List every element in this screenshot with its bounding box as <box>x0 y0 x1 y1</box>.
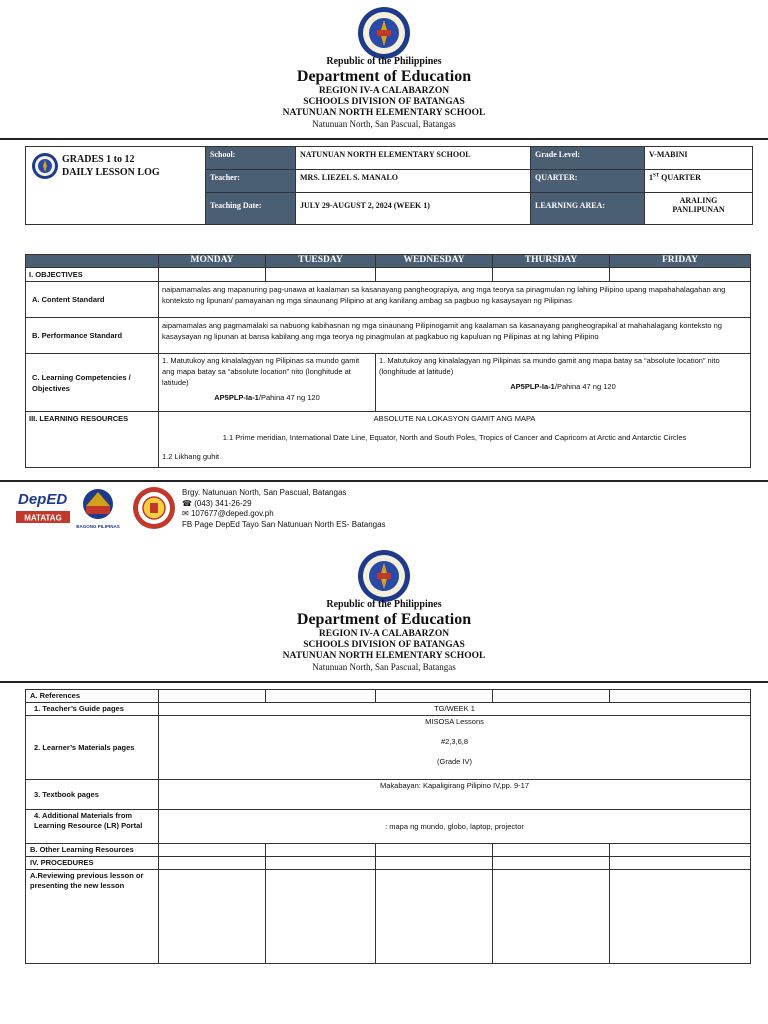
empty-cell <box>159 690 266 703</box>
empty-cell <box>266 844 376 857</box>
empty-cell <box>376 690 493 703</box>
empty-cell <box>266 690 376 703</box>
empty-cell <box>266 870 376 964</box>
empty-cell <box>610 268 751 282</box>
day-thursday: THURSDAY <box>493 255 610 268</box>
lm-value3: (Grade IV) <box>436 757 472 766</box>
empty-cell <box>493 690 610 703</box>
deped-seal-icon <box>357 6 411 60</box>
empty-cell <box>493 857 610 870</box>
svg-text:DepED: DepED <box>18 491 68 508</box>
footer-address: Brgy. Natunuan North, San Pascual, Batangas <box>182 488 347 497</box>
additional-materials-label: 4. Additional Materials from Learning Resource (LR) Portal <box>26 810 159 844</box>
school-text-2: NATUNUAN NORTH ELEMENTARY SCHOOL <box>282 651 486 661</box>
empty-cell <box>376 268 493 282</box>
competency-text-a: 1. Matutukoy ang kinalalagyan ng Pilipinas sa mundo gamit ang mapa batay sa “absolute location” nito (longhitude at latitude) <box>162 356 360 387</box>
republic-text-2: Republic of the Philippines <box>326 599 442 610</box>
footer-divider <box>0 480 768 482</box>
blank-header-cell <box>26 255 159 268</box>
deped-seal-small-icon <box>31 152 59 180</box>
textbook-label: 3. Textbook pages <box>26 780 159 810</box>
competency-page-a: /Pahina 47 ng 120 <box>258 393 320 402</box>
grade-value: V-MABINI <box>645 147 753 170</box>
empty-cell <box>376 857 493 870</box>
empty-cell <box>493 870 610 964</box>
footer-logos <box>14 484 176 532</box>
school-text: NATUNUAN NORTH ELEMENTARY SCHOOL <box>282 108 486 118</box>
log-title-line2: DAILY LESSON LOG <box>62 167 160 178</box>
objectives-heading: I. OBJECTIVES <box>26 268 159 282</box>
resources-line2: 1.2 Likhang guhit <box>162 452 220 461</box>
date-label: Teaching Date: <box>206 193 296 225</box>
learners-materials-label: 2. Learner’s Materials pages <box>26 716 159 780</box>
competency-code-b: AP5PLP-Ia-1 <box>510 382 555 391</box>
footer-phone: (043) 341-26-29 <box>194 498 252 508</box>
empty-cell <box>610 844 751 857</box>
empty-cell <box>159 857 266 870</box>
empty-cell <box>159 844 266 857</box>
date-value: JULY 29-AUGUST 2, 2024 (WEEK 1) <box>296 193 531 225</box>
empty-cell <box>610 870 751 964</box>
address-text: Natunuan North, San Pascual, Batangas <box>312 119 456 129</box>
quarter-label: QUARTER: <box>531 170 645 193</box>
grade-label: Grade Level: <box>531 147 645 170</box>
additional-materials-value: : mapa ng mundo, globo, laptop, projector <box>159 810 751 844</box>
lm-value2: #2,3,6,8 <box>440 737 469 746</box>
empty-cell <box>159 268 266 282</box>
empty-cell <box>159 870 266 964</box>
footer-fb[interactable]: FB Page DepEd Tayo San Natunuan North ES- Batangas <box>182 519 386 529</box>
area-label: LEARNING AREA: <box>531 193 645 225</box>
objectives-table <box>25 254 751 468</box>
empty-cell <box>493 268 610 282</box>
lm-value1: MISOSA Lessons <box>425 717 484 726</box>
performance-standard-label: B. Performance Standard <box>26 318 159 354</box>
email-icon: ✉ <box>182 509 191 518</box>
empty-cell <box>610 690 751 703</box>
teacher-value: MRS. LIEZEL S. MANALO <box>296 170 531 193</box>
learning-resources-cell <box>159 412 751 468</box>
lesson-info-table <box>25 146 753 225</box>
quarter-word: QUARTER <box>661 173 701 182</box>
header-divider-2 <box>0 681 768 683</box>
letterhead <box>0 56 768 130</box>
school-seal-icon <box>133 487 175 529</box>
empty-cell <box>493 844 610 857</box>
references-label: A. References <box>26 690 159 703</box>
republic-text: Republic of the Philippines <box>326 56 442 67</box>
region-text-2: REGION IV-A CALABARZON <box>318 629 450 639</box>
other-resources-label: B. Other Learning Resources <box>26 844 159 857</box>
content-standard-text: naipamamalas ang mapanuring pag-unawa at kaalaman sa kasanayang pangheograpiya, ang mga teorya sa pinagmulan ng lahing Pilipino upang mapahahalagahan ang konteksto ng lipunan/ pamayanan ng mga sinaunang Pilipino at ang kanilang ambag sa pagbuo ng kasaysayan ng Pilipinas <box>159 282 751 318</box>
performance-standard-text: aipamamalas ang pagmamalaki sa nabuong kabihasnan ng mga sinaunang Pilipinogamit ang kaalaman sa kasanayang pangheograpikal at mahahalagang konteksto ng kasaysayan ng lipunan at bansa kabilang ang mga teorya ng pinagmulan at pagkabuo ng kapuluan ng Pilipinas at ng lahing Pilipino <box>159 318 751 354</box>
textbook-value: Makabayan: Kapaligirang Pilipino IV,pp. 9-17 <box>159 780 751 810</box>
resources-line1: 1.1 Prime meridian, International Date Line, Equator, North and South Poles, Tropics of Cancer and Capricorn at Arctic and Antarctic Circles <box>222 433 687 442</box>
address-text-2: Natunuan North, San Pascual, Batangas <box>312 662 456 672</box>
teachers-guide-value: TG/WEEK 1 <box>159 703 751 716</box>
region-text: REGION IV-A CALABARZON <box>318 86 450 96</box>
area-value-line1: ARALING <box>679 196 718 205</box>
competency-mon-tue <box>159 354 376 412</box>
quarter-number: 1 <box>649 173 653 182</box>
footer-email[interactable]: 107677@deped.gov.ph <box>190 509 274 518</box>
deped-matatag-logo-icon <box>16 491 70 523</box>
resources-topic: ABSOLUTE NA LOKASYON GAMIT ANG MAPA <box>373 414 536 423</box>
competency-page-b: /Pahina 47 ng 120 <box>554 382 616 391</box>
bagong-pilipinas-logo-icon <box>76 489 120 529</box>
letterhead-2 <box>0 599 768 673</box>
content-standard-label: A. Content Standard <box>26 282 159 318</box>
school-label: School: <box>206 147 296 170</box>
empty-cell <box>376 870 493 964</box>
day-tuesday: TUESDAY <box>266 255 376 268</box>
header-divider <box>0 138 768 140</box>
log-title-line1: GRADES 1 to 12 <box>62 154 135 165</box>
resources-procedures-table <box>25 689 751 964</box>
day-monday: MONDAY <box>159 255 266 268</box>
quarter-suffix: ST <box>653 173 660 179</box>
learning-resources-heading: III. LEARNING RESOURCES <box>26 412 159 468</box>
competency-code-a: AP5PLP-Ia-1 <box>214 393 259 402</box>
footer-contact <box>182 488 386 530</box>
teachers-guide-label: 1. Teacher’s Guide pages <box>26 703 159 716</box>
teacher-label: Teacher: <box>206 170 296 193</box>
empty-cell <box>376 844 493 857</box>
area-value <box>645 193 753 225</box>
empty-cell <box>610 857 751 870</box>
competency-wed-fri <box>376 354 751 412</box>
division-text: SCHOOLS DIVISION OF BATANGAS <box>303 97 465 107</box>
reviewing-lesson-label: A.Reviewing previous lesson or presenting the new lesson <box>26 870 159 964</box>
area-value-line2: PANLIPUNAN <box>672 205 725 214</box>
learners-materials-value <box>159 716 751 780</box>
competency-text-b: 1. Matutukoy ang kinalalagyan ng Pilipinas sa mundo gamit ang mapa batay sa “absolute location” nito (longhitude at latitude) <box>379 356 720 376</box>
deped-seal-icon-2 <box>357 549 411 603</box>
day-wednesday: WEDNESDAY <box>376 255 493 268</box>
quarter-value <box>645 170 753 193</box>
procedures-label: IV. PROCEDURES <box>26 857 159 870</box>
school-value: NATUNUAN NORTH ELEMENTARY SCHOOL <box>296 147 531 170</box>
department-title: Department of Education <box>296 68 472 85</box>
empty-cell <box>266 268 376 282</box>
svg-text:MATATAG: MATATAG <box>24 513 62 523</box>
phone-icon: ☎ <box>182 498 195 508</box>
department-title-2: Department of Education <box>296 611 472 628</box>
competencies-label: C. Learning Competencies / Objectives <box>26 354 159 412</box>
empty-cell <box>266 857 376 870</box>
division-text-2: SCHOOLS DIVISION OF BATANGAS <box>303 640 465 650</box>
svg-text:BAGONG PILIPINAS: BAGONG PILIPINAS <box>76 524 120 529</box>
day-friday: FRIDAY <box>610 255 751 268</box>
